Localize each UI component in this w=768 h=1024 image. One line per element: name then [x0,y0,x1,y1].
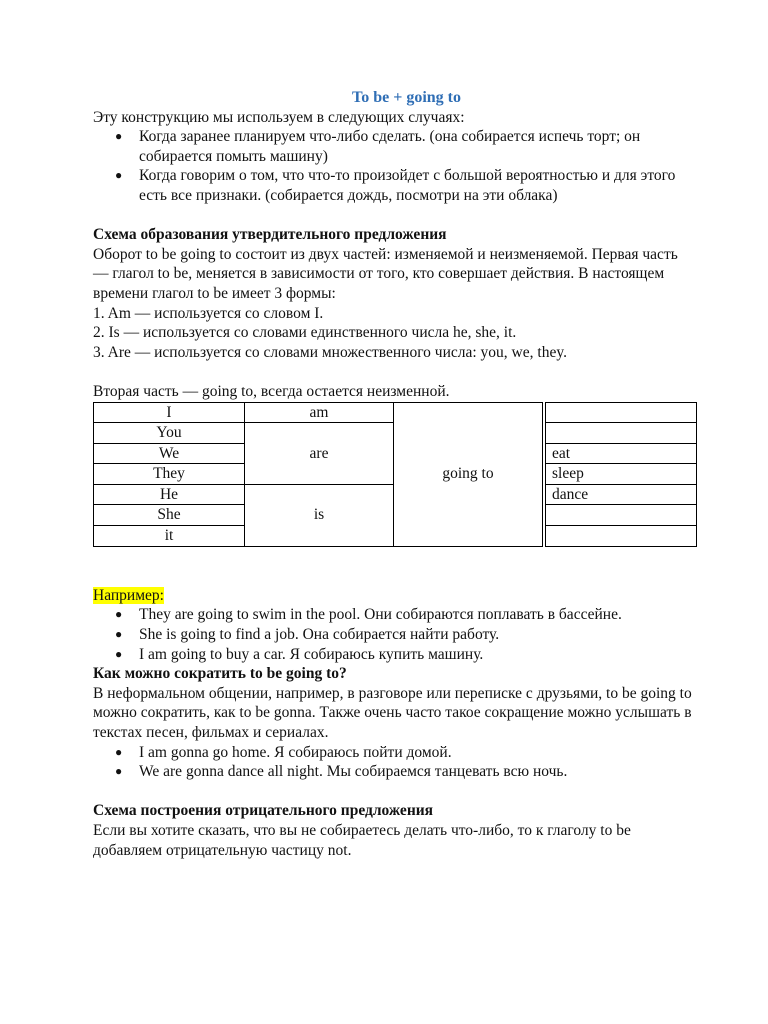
table-cell: dance [544,484,697,505]
paragraph: Вторая часть — going to, всегда остается неизменной. [93,382,450,400]
table-cell: They [94,464,245,485]
table-cell: We [94,443,245,464]
page-title: To be + going to [352,89,461,106]
table-cell [544,402,697,423]
paragraph: Если вы хотите сказать, что вы не собираетесь делать что-либо, то к глаголу to be добавляем отрицательную частицу not. [93,821,631,859]
gonna-list [93,743,693,782]
table-cell: it [94,526,245,547]
paragraph: 1. Am — используется со словом I. [93,304,324,322]
paragraph: Оборот to be going to состоит из двух частей: изменяемой и неизменяемой. Первая часть — глагол to be, меняется в зависимости от того, кто совершает действия. В настоящем времени глагол to be имеет 3 формы: [93,245,678,302]
table-cell: are [245,423,394,485]
list-item: ● I am gonna go home. Я собираюсь пойти домой. [93,743,693,763]
table-cell: sleep [544,464,697,485]
list-item: ● We are gonna dance all night. Мы собираемся танцевать всю ночь. [93,762,693,782]
table-row [94,402,697,423]
table-cell [544,423,697,444]
affirmative-heading: Схема образования утвердительного предложения [93,226,447,244]
list-item: ● Когда заранее планируем что-либо сделать. (она собирается испечь торт; он собирается помыть машину) [93,127,693,166]
cases-list [93,127,693,205]
list-item: ● She is going to find a job. Она собирается найти работу. [93,625,693,645]
examples-label [93,586,693,606]
table-cell: I [94,402,245,423]
gonna-heading: Как можно сократить to be going to? [93,665,347,683]
table-cell: is [245,484,394,546]
document-content [93,88,693,860]
negative-heading: Схема построения отрицательного предложения [93,802,434,820]
table-cell: She [94,505,245,526]
list-item: ● They are going to swim in the pool. Они собираются поплавать в бассейне. [93,605,693,625]
paragraph: 2. Is — используется со словами единственного числа he, she, it. [93,324,517,342]
table-cell [544,526,697,547]
table-cell: He [94,484,245,505]
table-cell [544,505,697,526]
intro-text: Эту конструкцию мы используем в следующих случаях: [93,108,465,126]
table-cell: eat [544,443,697,464]
list-item: ● Когда говорим о том, что что-то произойдет с большой вероятностью и для этого есть все признаки. (собирается дождь, посмотри на эти облака) [93,166,693,205]
table-cell: going to [394,402,545,546]
table-cell: You [94,423,245,444]
paragraph: В неформальном общении, например, в разговоре или переписке с друзьями, to be going to можно сократить, как to be gonna. Также очень часто такое сокращение можно услышать в текстах песен, фильмах и сериалах. [93,684,692,741]
table-cell: am [245,402,394,423]
examples-list [93,605,693,664]
paragraph: 3. Are — используется со словами множественного числа: you, we, they. [93,343,567,361]
grammar-table [93,402,697,547]
list-item: ● I am going to buy a car. Я собираюсь купить машину. [93,645,693,665]
highlighted-label: Например: [93,586,164,604]
